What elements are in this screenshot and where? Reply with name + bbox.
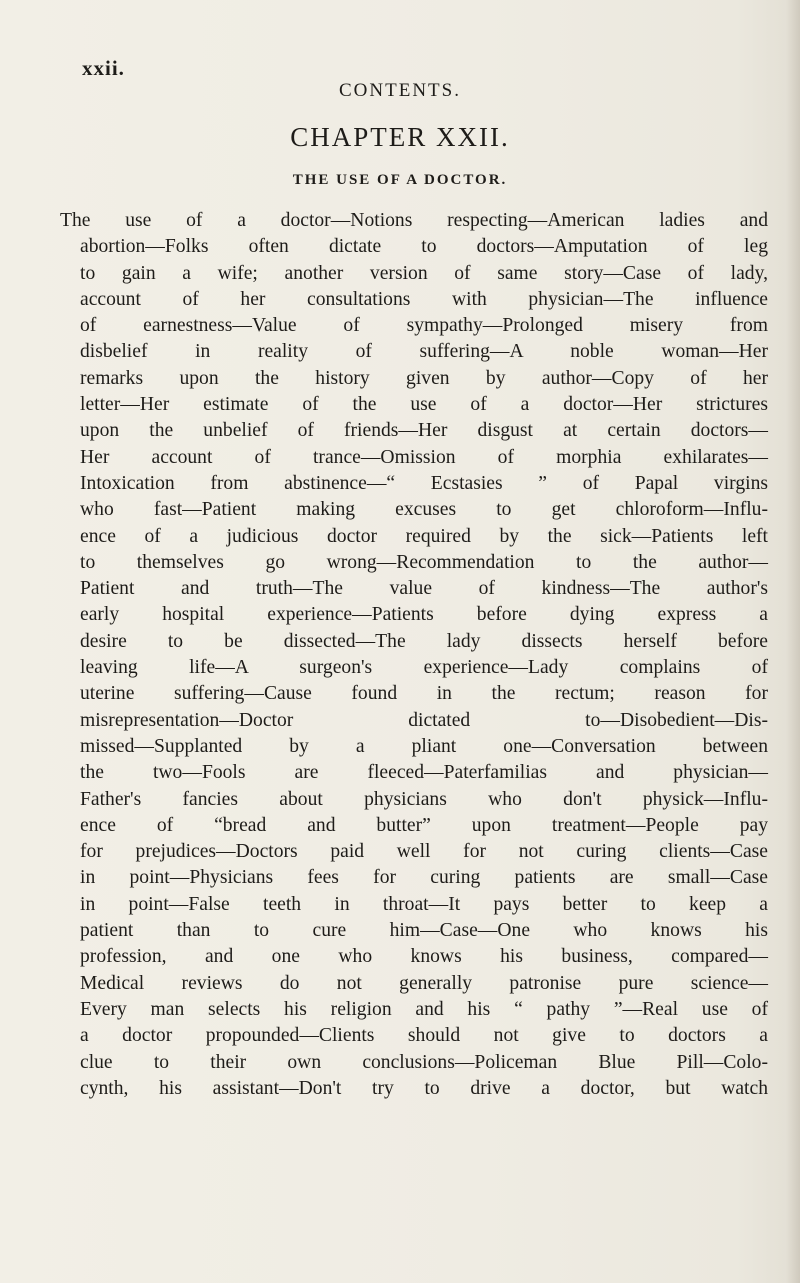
- summary-line: remarks upon the history given by author—Copy of her: [80, 367, 768, 389]
- summary-line: in point—Physicians fees for curing patients are small—Case: [80, 867, 768, 889]
- summary-line: disbelief in reality of suffering—A noble woman—Her: [80, 341, 768, 363]
- summary-line: patient than to cure him—Case—One who knows his: [80, 920, 768, 942]
- summary-line: leaving life—A surgeon's experience—Lady complains of: [80, 657, 768, 679]
- summary-line: profession, and one who knows his business, compared—: [80, 946, 768, 968]
- page-edge-shadow: [786, 0, 800, 1283]
- running-head: CONTENTS.: [339, 80, 461, 101]
- summary-line: desire to be dissected—The lady dissects herself before: [80, 630, 768, 652]
- summary-line: for prejudices—Doctors paid well for not curing clients—Case: [80, 841, 768, 863]
- summary-line: upon the unbelief of friends—Her disgust at certain doctors—: [80, 420, 768, 442]
- summary-line: The use of a doctor—Notions respecting—American ladies and: [60, 210, 768, 231]
- summary-line: the two—Fools are fleeced—Paterfamilias and physician—: [80, 762, 768, 784]
- summary-line: Every man selects his religion and his “ pathy ”—Real use of: [80, 998, 768, 1020]
- summary-line: ence of a judicious doctor required by the sick—Patients left: [80, 525, 768, 547]
- summary-line: in point—False teeth in throat—It pays better to keep a: [80, 893, 768, 915]
- summary-line: to gain a wife; another version of same story—Case of lady,: [80, 262, 768, 284]
- page-number: xxii.: [82, 56, 125, 80]
- summary-line: of earnestness—Value of sympathy—Prolonged misery from: [80, 315, 768, 337]
- summary-line: clue to their own conclusions—Policeman Blue Pill—Colo-: [80, 1051, 768, 1073]
- summary-line: cynth, his assistant—Don't try to drive a doctor, but watch: [80, 1077, 768, 1099]
- summary-line: Her account of trance—Omission of morphia exhilarates—: [80, 446, 768, 468]
- summary-line: who fast—Patient making excuses to get chloroform—Influ-: [80, 499, 768, 521]
- summary-line: to themselves go wrong—Recommendation to the author—: [80, 551, 768, 573]
- summary-line: misrepresentation—Doctor dictated to—Disobedient—Dis-: [80, 709, 768, 731]
- summary-line: uterine suffering—Cause found in the rectum; reason for: [80, 683, 768, 705]
- summary-line: Intoxication from abstinence—“ Ecstasies ” of Papal virgins: [80, 472, 768, 494]
- chapter-summary: [60, 208, 768, 1102]
- chapter-subtitle: THE USE OF A DOCTOR.: [292, 172, 508, 188]
- summary-line: account of her consultations with physician—The influence: [80, 288, 768, 310]
- summary-line: Patient and truth—The value of kindness—The author's: [80, 578, 768, 600]
- summary-line: abortion—Folks often dictate to doctors—Amputation of leg: [80, 236, 768, 258]
- summary-line: a doctor propounded—Clients should not give to doctors a: [80, 1025, 768, 1047]
- summary-line: early hospital experience—Patients before dying express a: [80, 604, 768, 626]
- summary-line: ence of “bread and butter” upon treatment—People pay: [80, 814, 768, 836]
- summary-line: missed—Supplanted by a pliant one—Conversation between: [80, 735, 768, 757]
- chapter-title: CHAPTER XXII.: [290, 122, 510, 152]
- summary-line: letter—Her estimate of the use of a doctor—Her strictures: [80, 394, 768, 416]
- summary-line: Father's fancies about physicians who don't physick—Influ-: [80, 788, 768, 810]
- summary-line: Medical reviews do not generally patronise pure science—: [80, 972, 768, 994]
